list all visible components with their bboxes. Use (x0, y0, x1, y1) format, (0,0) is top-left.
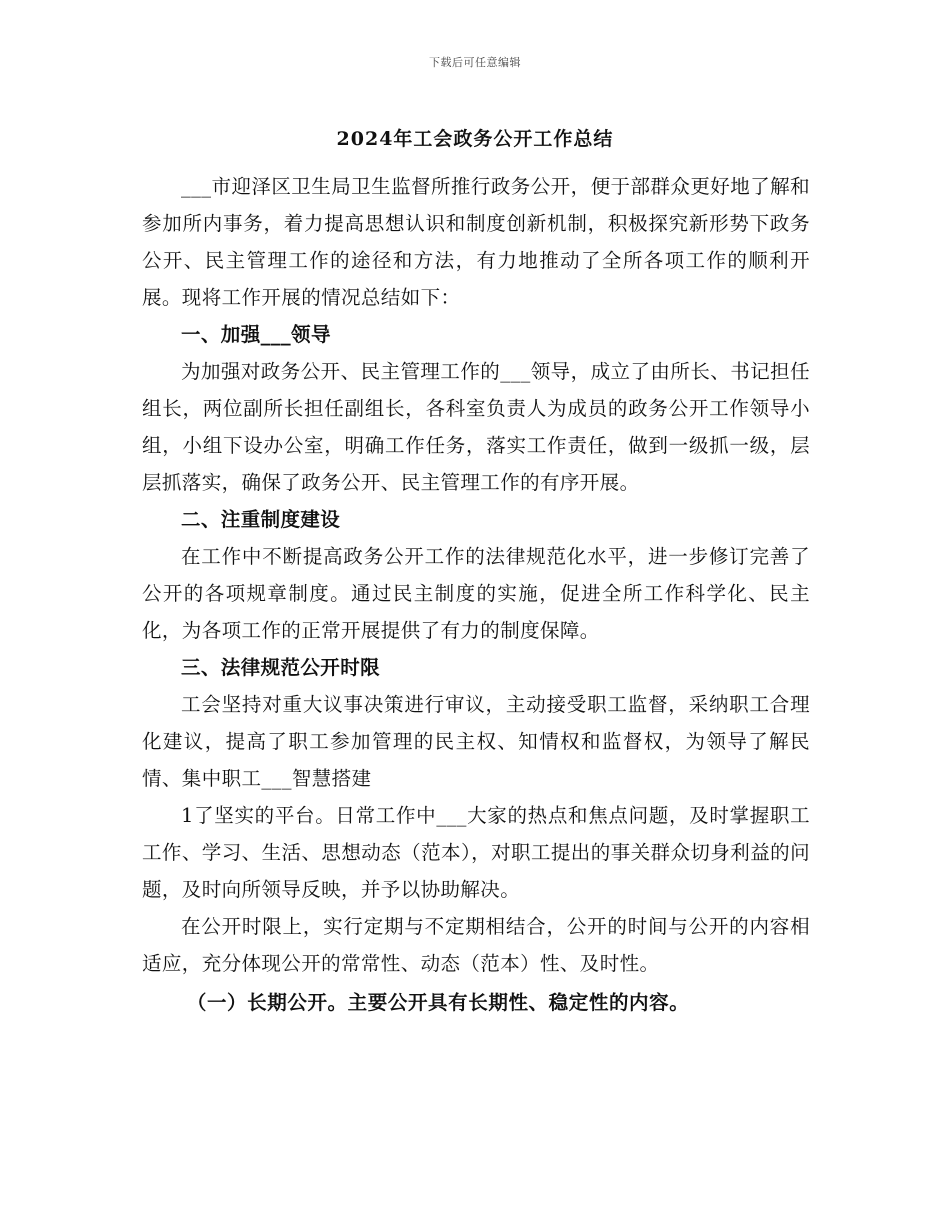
section-heading-disclosure-time-limit: 三、法律规范公开时限 (181, 656, 381, 679)
disclosure-paragraph-2: 1了坚实的平台。日常工作中___大家的热点和焦点问题，及时掌握职工工作、学习、生活、思想动态（范本），对职工提出的事关群众切身利益的问题，及时向所领导反映，并予以协助解决。 (142, 804, 810, 901)
section-heading-system-building: 二、注重制度建设 (181, 508, 341, 531)
section-heading-leadership: 一、加强___领导 (181, 323, 331, 346)
system-building-paragraph: 在工作中不断提高政务公开工作的法律规范化水平，进一步修订完善了公开的各项规章制度。通过民主制度的实施，促进全所工作科学化、民主化，为各项工作的正常开展提供了有力的制度保障。 (142, 545, 810, 642)
leadership-paragraph: 为加强对政务公开、民主管理工作的___领导，成立了由所长、书记担任组长，两位副所长担任副组长，各科室负责人为成员的政务公开工作领导小组，小组下设办公室，明确工作任务，落实工作责任，做到一级抓一级，层层抓落实，确保了政务公开、民主管理工作的有序开展。 (142, 360, 810, 494)
subsection-heading-long-term: （一）长期公开。主要公开具有长期性、稳定性的内容。 (186, 991, 690, 1014)
intro-paragraph: ___市迎泽区卫生局卫生监督所推行政务公开，便于部群众更好地了解和参加所内事务，着力提高思想认识和制度创新机制，积极探究新形势下政务公开、民主管理工作的途径和方法，有力地推动了全所各项工作的顺利开展。现将工作开展的情况总结如下： (142, 175, 810, 309)
page-header-note: 下载后可任意编辑 (429, 56, 521, 69)
document-body (142, 168, 810, 1021)
disclosure-paragraph-1: 工会坚持对重大议事决策进行审议，主动接受职工监督，采纳职工合理化建议，提高了职工参加管理的民主权、知情权和监督权，为领导了解民情、集中职工___智慧搭建 (142, 693, 810, 790)
disclosure-paragraph-3: 在公开时限上，实行定期与不定期相结合，公开的时间与公开的内容相适应，充分体现公开的常常性、动态（范本）性、及时性。 (142, 915, 810, 975)
document-title: 2024年工会政务公开工作总结 (336, 128, 614, 150)
